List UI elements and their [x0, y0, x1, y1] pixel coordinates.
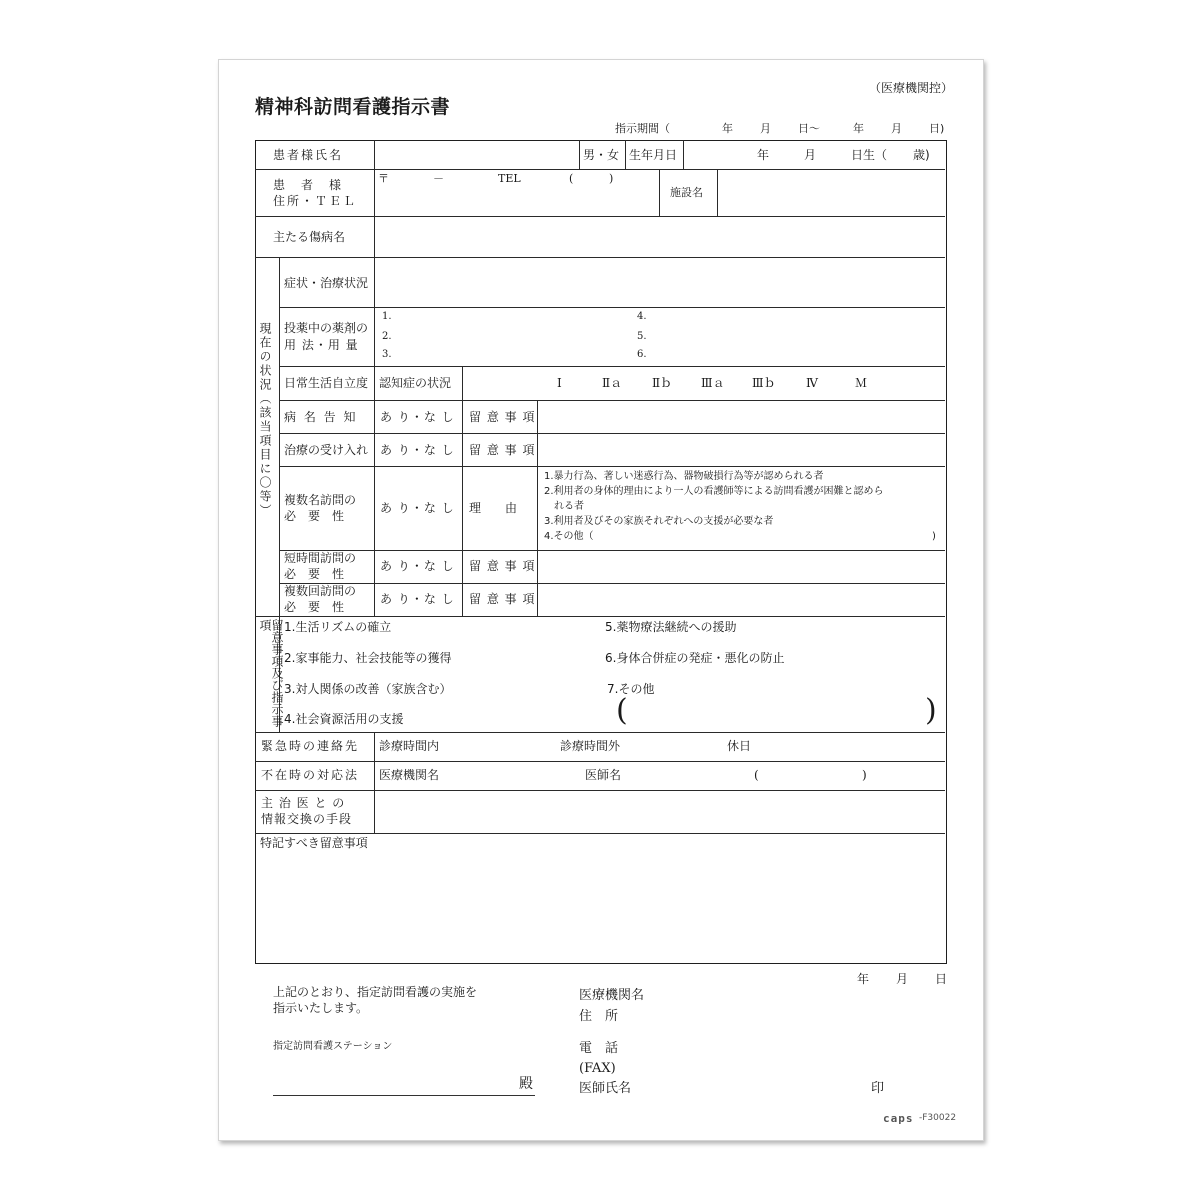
short-visit-note-label: 留 意 事 項: [469, 559, 536, 573]
row-divider: [279, 307, 945, 308]
instruction-item-6[interactable]: 6.身体合併症の発症・悪化の防止: [605, 651, 785, 665]
period-year-start: 年: [722, 122, 733, 135]
dementia-level-3b[interactable]: Ⅲｂ: [752, 376, 776, 390]
notify-yes-no[interactable]: あ り・な し: [380, 410, 455, 424]
tel-paren-close: ): [609, 172, 614, 185]
address-label: 住 所: [579, 1009, 619, 1024]
dementia-level-m[interactable]: Ｍ: [855, 376, 868, 390]
other-paren-open: (: [616, 693, 628, 728]
accept-yes-no[interactable]: あ り・な し: [380, 443, 455, 457]
instruction-item-2[interactable]: 2.家事能力、社会技能等の獲得: [284, 651, 452, 665]
seal-label: 印: [871, 1081, 885, 1096]
honorific: 殿: [519, 1076, 533, 1092]
reason-2-cont: れる者: [544, 501, 584, 512]
period-day-start: 日〜: [798, 122, 820, 135]
col-divider: [537, 400, 538, 616]
dementia-level-3a[interactable]: Ⅲａ: [701, 376, 725, 390]
period-month-end: 月: [891, 122, 902, 135]
notify-label: 病 名 告 知: [284, 410, 358, 424]
form-code: -F30022: [919, 1113, 957, 1123]
tel-paren-open: (: [569, 172, 574, 185]
row-divider: [279, 550, 945, 551]
row-divider: [279, 366, 945, 367]
instruction-item-5[interactable]: 5.薬物療法継続への援助: [605, 620, 737, 634]
tel-label: TEL: [498, 172, 521, 185]
row-divider: [255, 169, 945, 170]
form-sheet: [218, 59, 984, 1141]
exchange-label-line2: 情報交換の手段: [261, 812, 353, 826]
col-divider: [374, 140, 375, 257]
dementia-level-2a[interactable]: Ⅱａ: [602, 376, 623, 390]
repeat-visit-note-label: 留 意 事 項: [469, 592, 536, 606]
control-label: （医療機関控）: [869, 81, 954, 95]
med-item-3: 3.: [382, 349, 392, 360]
period-label: 指示期間（: [615, 122, 670, 135]
disease-label: 主たる傷病名: [273, 230, 346, 244]
patient-name-label: 患者様氏名: [273, 148, 344, 162]
emergency-label: 緊急時の連絡先: [261, 739, 360, 753]
col-divider: [374, 732, 375, 833]
period-day-end: 日): [929, 122, 945, 135]
col-divider: [717, 169, 718, 216]
dementia-level-4[interactable]: Ⅳ: [806, 376, 818, 390]
row-divider: [255, 790, 945, 791]
repeat-visit-label-line2: 必 要 性: [284, 600, 345, 614]
doctor-paren-close: ): [862, 768, 867, 782]
col-divider: [279, 257, 280, 616]
row-divider: [255, 257, 945, 258]
reason-1[interactable]: 1.暴力行為、著しい迷惑行為、器物破損行為等が認められる者: [544, 471, 824, 482]
short-visit-label-line2: 必 要 性: [284, 567, 345, 581]
station-label: 指定訪問看護ステーション: [273, 1041, 393, 1052]
row-divider: [279, 400, 945, 401]
exchange-label-line1: 主 治 医 と の: [261, 796, 346, 810]
hospital-label: 医療機関名: [379, 768, 440, 782]
multi-visit-label-line2: 必 要 性: [284, 509, 345, 523]
multi-visit-label-line1: 複数名訪問の: [284, 493, 357, 507]
row-divider: [255, 833, 945, 834]
period-month-start: 月: [760, 122, 771, 135]
phone-label: 電 話: [579, 1041, 619, 1056]
holiday-label: 休日: [727, 739, 752, 753]
absence-label: 不在時の対応法: [261, 768, 360, 782]
sex-selector[interactable]: 男・女: [583, 148, 620, 162]
statement-line1: 上記のとおり、指定訪問看護の実施を: [273, 985, 478, 999]
col-divider: [374, 257, 375, 616]
med-item-5: 5.: [637, 331, 647, 342]
birth-day-unit: 日生（: [851, 148, 888, 162]
address-label-line2: 住所・ＴＥＬ: [273, 194, 358, 208]
instruction-item-3[interactable]: 3.対人関係の改善（家族含む）: [284, 682, 452, 696]
other-paren-close: ): [925, 693, 937, 728]
repeat-visit-yes-no[interactable]: あ り・な し: [380, 592, 455, 606]
med-item-1: 1.: [382, 311, 392, 322]
instruction-item-4[interactable]: 4.社会資源活用の支援: [284, 712, 404, 726]
col-divider: [462, 366, 463, 616]
instruction-item-1[interactable]: 1.生活リズムの確立: [284, 620, 392, 634]
reason-2[interactable]: 2.利用者の身体的理由により一人の看護師等による訪問看護が困難と認めら: [544, 486, 884, 497]
instruction-item-7[interactable]: 7.その他: [607, 682, 655, 696]
adl-label: 日常生活自立度: [284, 376, 369, 390]
issue-month-unit: 月: [896, 972, 909, 986]
row-divider: [255, 216, 945, 217]
issue-day-unit: 日: [935, 972, 948, 986]
short-visit-yes-no[interactable]: あ り・な し: [380, 559, 455, 573]
col-divider: [683, 140, 684, 169]
postal-dash: －: [433, 172, 444, 185]
med-item-2: 2.: [382, 331, 392, 342]
fax-label: (FAX): [579, 1061, 616, 1076]
symptom-label: 症状・治療状況: [284, 276, 369, 290]
birth-date-label: 生年月日: [629, 148, 678, 162]
col-divider: [579, 140, 580, 169]
period-year-end: 年: [853, 122, 864, 135]
brand-logo: caps: [883, 1112, 914, 1125]
reason-3[interactable]: 3.利用者及びその家族それぞれへの支援が必要な者: [544, 516, 774, 527]
issue-year-unit: 年: [857, 972, 870, 986]
notify-note-label: 留 意 事 項: [469, 410, 536, 424]
statement-line2: 指示いたします。: [273, 1001, 369, 1015]
status-side-label: 現在の状況（該当項目に〇等）: [258, 322, 272, 518]
accept-note-label: 留 意 事 項: [469, 443, 536, 457]
in-hours-label: 診療時間内: [379, 739, 440, 753]
reason-4[interactable]: 4.その他（: [544, 531, 594, 542]
postal-mark: 〒: [378, 172, 389, 185]
reason-label: 理 由: [469, 501, 518, 515]
doctor-label: 医師名: [585, 768, 622, 782]
row-divider: [279, 466, 945, 467]
doctor-paren-open: (: [754, 768, 759, 782]
row-divider: [255, 732, 945, 733]
med-item-6: 6.: [637, 349, 647, 360]
hospital-name-label: 医療機関名: [579, 988, 645, 1003]
accept-label: 治療の受け入れ: [284, 443, 369, 457]
short-visit-label-line1: 短時間訪問の: [284, 551, 357, 565]
row-divider: [255, 616, 945, 617]
med-item-4: 4.: [637, 311, 647, 322]
medication-label-line1: 投薬中の薬剤の: [284, 321, 369, 335]
dementia-level-1[interactable]: Ⅰ: [557, 376, 562, 390]
out-hours-label: 診療時間外: [560, 739, 621, 753]
col-divider: [374, 366, 375, 400]
doctor-name-label: 医師氏名: [579, 1081, 632, 1096]
dementia-level-2b[interactable]: Ⅱｂ: [652, 376, 673, 390]
address-label-line1: 患 者 様: [273, 178, 344, 192]
reason-4-close: ): [932, 531, 936, 542]
station-name-line: [273, 1095, 535, 1096]
instructions-side-label: 留意事項及び指示事項: [258, 619, 284, 727]
special-notes-label: 特記すべき留意事項: [260, 836, 368, 850]
birth-year-unit: 年: [757, 148, 770, 162]
row-divider: [255, 761, 945, 762]
col-divider: [659, 169, 660, 216]
row-divider: [279, 583, 945, 584]
form-title: 精神科訪問看護指示書: [255, 96, 451, 118]
age-unit: 歳): [913, 148, 930, 162]
medication-label-line2: 用 法・用 量: [284, 338, 359, 352]
repeat-visit-label-line1: 複数回訪問の: [284, 584, 357, 598]
col-divider: [625, 140, 626, 169]
row-divider: [279, 433, 945, 434]
birth-month-unit: 月: [804, 148, 817, 162]
facility-label: 施設名: [670, 186, 703, 199]
dementia-label: 認知症の状況: [379, 376, 452, 390]
multi-visit-yes-no[interactable]: あ り・な し: [380, 501, 455, 515]
